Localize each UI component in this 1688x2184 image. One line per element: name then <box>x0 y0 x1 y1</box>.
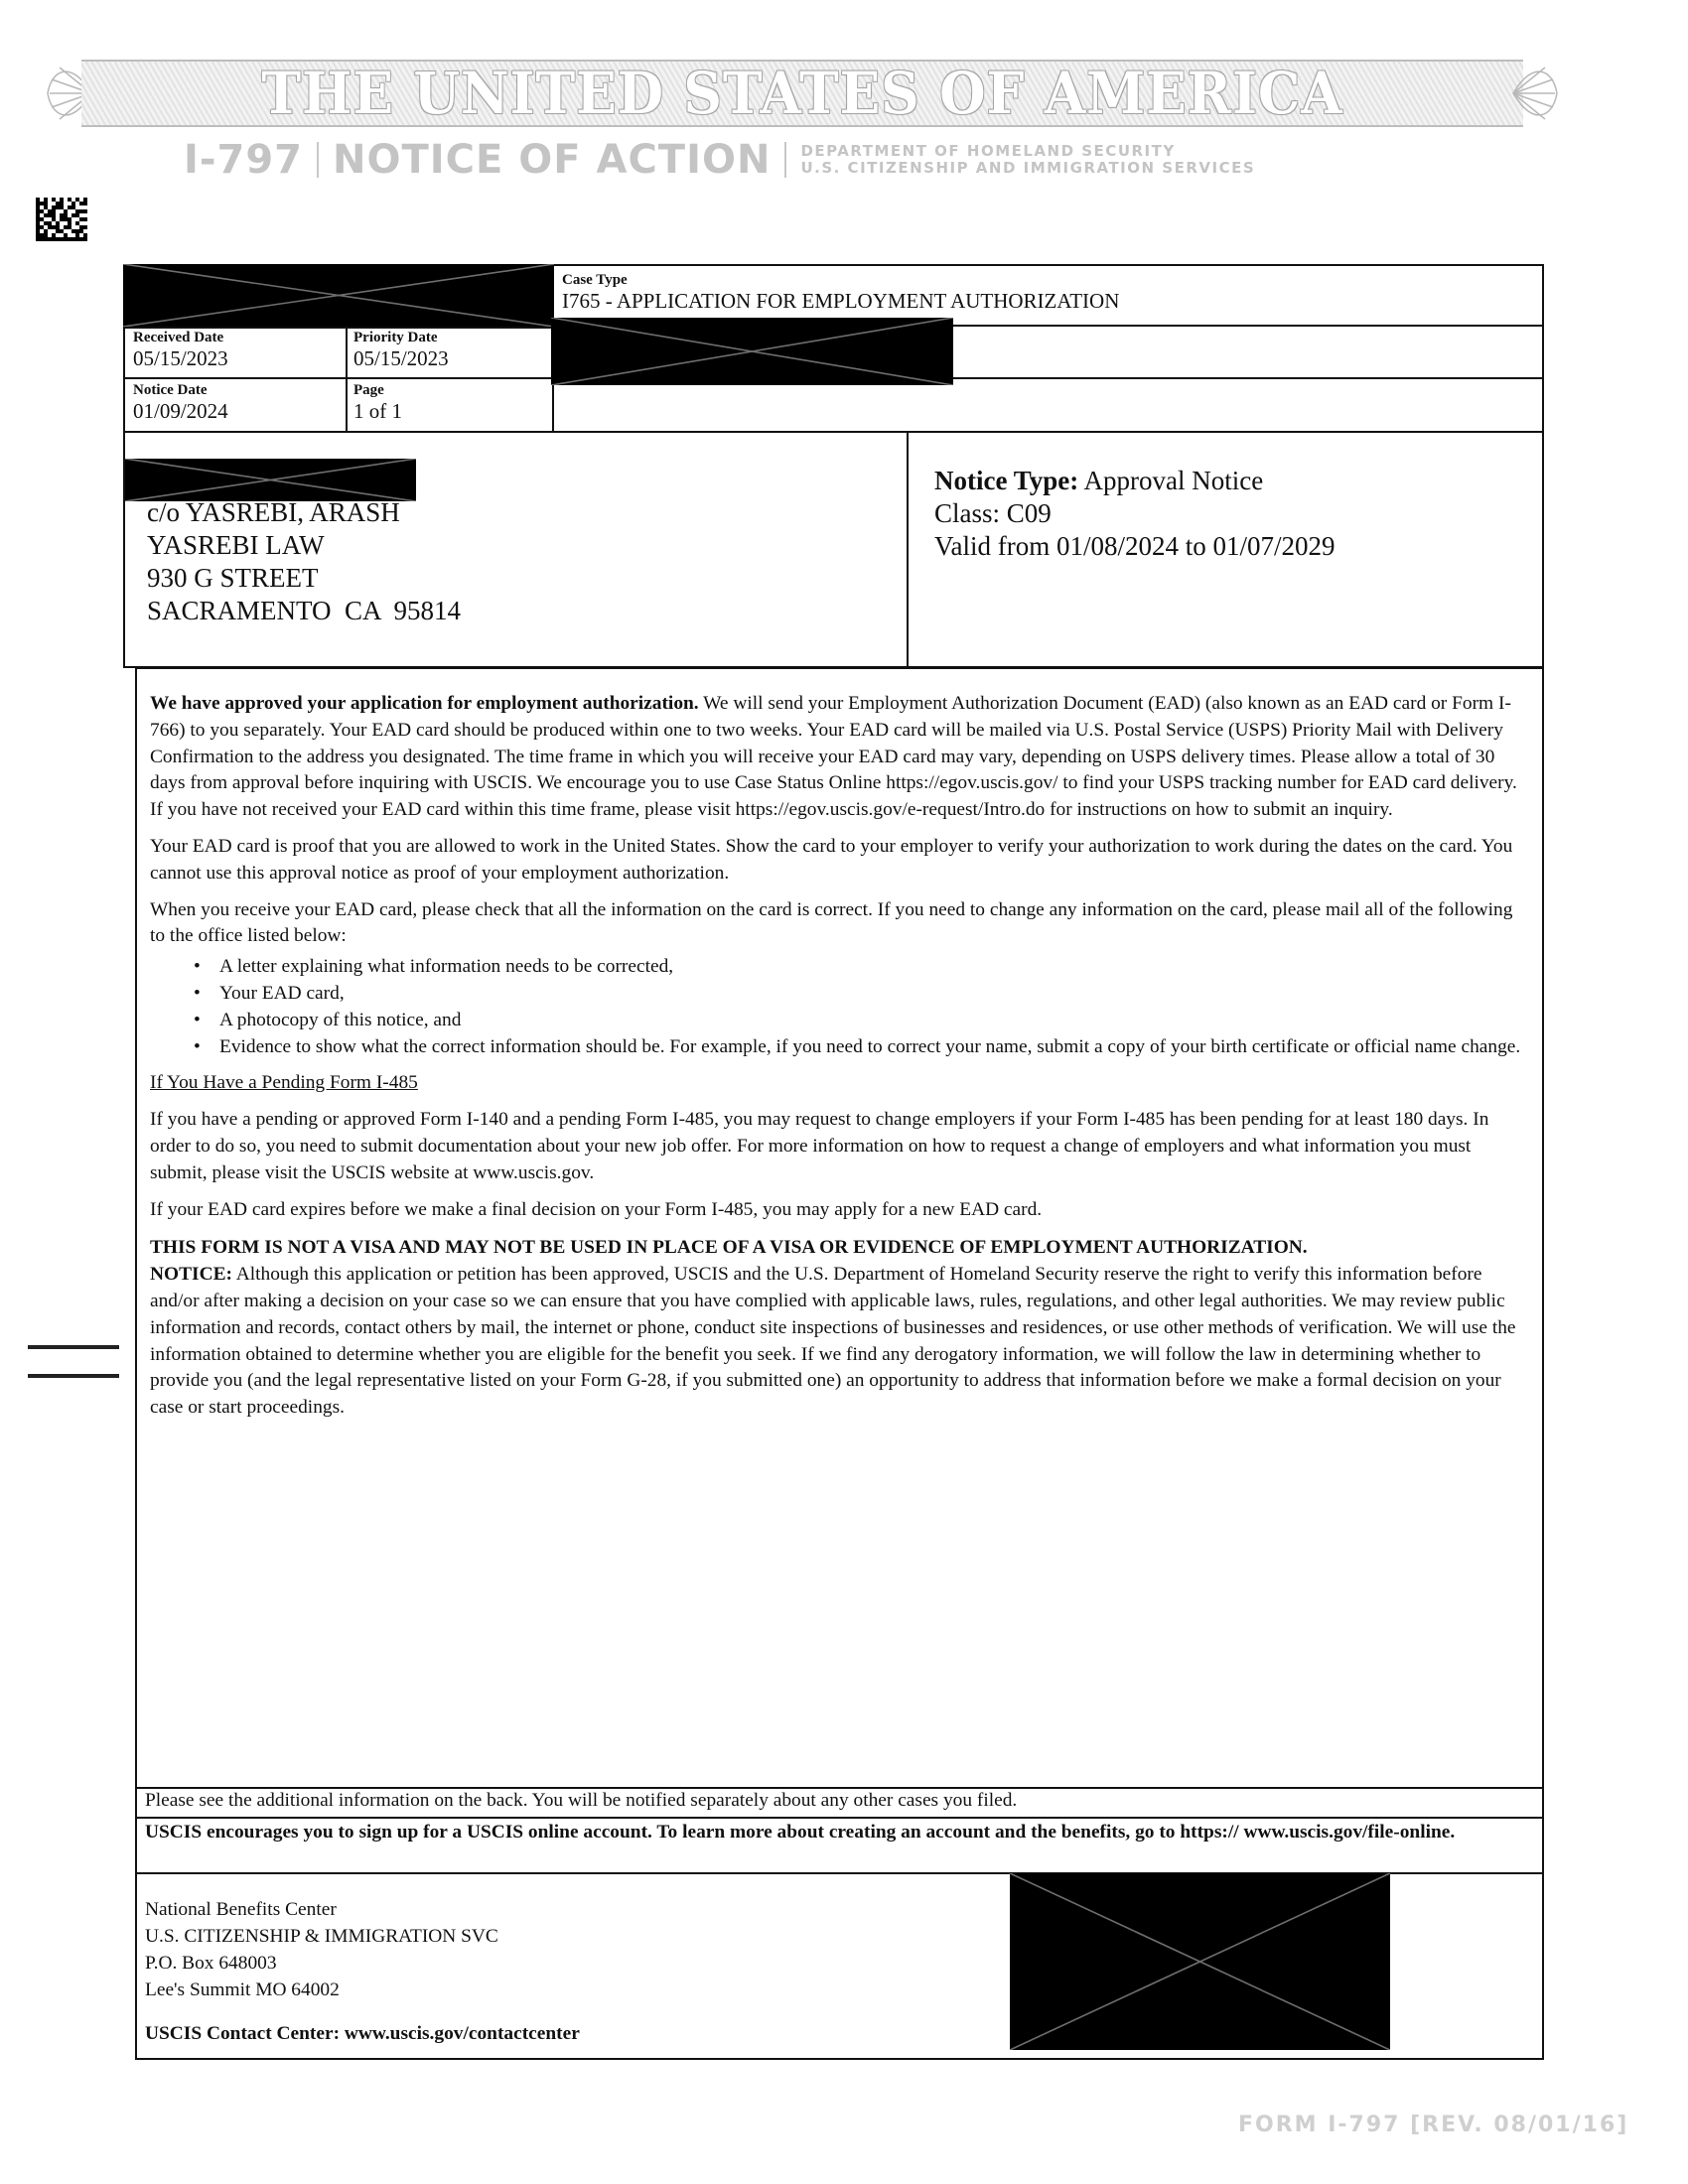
page-value: 1 of 1 <box>353 399 402 423</box>
received-date-value: 05/15/2023 <box>133 346 228 370</box>
office-line: U.S. CITIZENSHIP & IMMIGRATION SVC <box>145 1926 498 1947</box>
received-date-label: Received Date <box>133 330 224 345</box>
paragraph-approval <box>150 691 1530 824</box>
validity-line: Valid from 01/08/2024 to 01/07/2029 <box>934 531 1336 561</box>
divider <box>125 327 552 329</box>
form-title: NOTICE OF ACTION <box>332 137 772 183</box>
visa-warning: THIS FORM IS NOT A VISA AND MAY NOT BE USED IN PLACE OF A VISA OR EVIDENCE OF EMPLOYMENT AUTHORIZATION. <box>150 1237 1308 1259</box>
address-line: 930 G STREET <box>147 563 319 593</box>
approval-lead: We have approved your application for employment authorization. <box>150 693 699 714</box>
page-label: Page <box>353 382 384 398</box>
case-type-value: I765 - APPLICATION FOR EMPLOYMENT AUTHORIZATION <box>562 289 1120 313</box>
divider <box>317 142 319 178</box>
office-line: Lee's Summit MO 64002 <box>145 1979 340 2000</box>
notice-date-label: Notice Date <box>133 382 208 398</box>
divider <box>907 433 909 666</box>
list-item: • Your EAD card, <box>219 981 1530 1008</box>
mailing-address <box>147 496 461 627</box>
office-address <box>145 1896 498 2003</box>
paragraph-notice <box>150 1262 1530 1422</box>
corrections-list <box>150 954 1530 1060</box>
agency-name <box>800 143 1255 177</box>
priority-date-label: Priority Date <box>353 330 438 345</box>
notice-body <box>135 667 1544 1789</box>
notice-type-line <box>934 465 1335 497</box>
banner-title: THE UNITED STATES OF AMERICA <box>261 60 1343 127</box>
header-banner <box>42 50 1563 137</box>
address-line: YASREBI LAW <box>147 530 325 560</box>
divider <box>784 142 786 178</box>
receipt-number-redaction <box>123 264 554 327</box>
case-info-grid <box>123 264 1544 433</box>
address-line: c/o YASREBI, ARASH <box>147 497 400 527</box>
notice-type-block <box>934 465 1335 563</box>
page-cell <box>353 382 402 423</box>
online-account-row: USCIS encourages you to sign up for a USCIS online account. To learn more about creating an account and the benefits, go to https:// www.uscis.gov/file-online. <box>135 1817 1544 1874</box>
i485-heading: If You Have a Pending Form I-485 <box>150 1072 418 1094</box>
priority-date-cell <box>353 330 449 370</box>
notice-date-value: 01/09/2024 <box>133 399 228 423</box>
agency-line-2: U.S. CITIZENSHIP AND IMMIGRATION SERVICES <box>800 159 1256 177</box>
datamatrix-barcode-icon <box>36 197 87 242</box>
list-item: • A photocopy of this notice, and <box>219 1008 1530 1034</box>
notice-text: Although this application or petition has been approved, USCIS and the U.S. Department of Homeland Security reserve the right to verify this information before and/or after making a decision on your case so we can ensure that you have complied with applicable laws, rules, regulations, and other legal authorities. We may review public information and records, contact others by mail, the internet or phone, conduct site inspections of businesses and residences, or use other methods of verification. We will use the information obtained to determine whether you are eligible for the benefit you seek. If we find any derogatory information, we will follow the law in determining whether to provide you (and the legal representative listed on your Form G-28, if you submitted one) an opportunity to address that information before we make a formal decision on your case or start proceedings. <box>150 1264 1516 1419</box>
office-line: National Benefits Center <box>145 1899 337 1920</box>
case-type-label: Case Type <box>562 272 628 288</box>
right-ornament-icon <box>1507 50 1563 137</box>
margin-mark <box>28 1374 119 1378</box>
barcode-redaction <box>1010 1873 1390 2050</box>
address-line: SACRAMENTO CA 95814 <box>147 596 462 625</box>
recipient-name-redaction <box>125 459 416 501</box>
office-address-section <box>135 1872 1544 2060</box>
margin-mark <box>28 1345 119 1349</box>
address-section <box>123 433 1544 668</box>
contact-center-link[interactable]: USCIS Contact Center: www.uscis.gov/contactcenter <box>145 2023 580 2044</box>
office-line: P.O. Box 648003 <box>145 1953 277 1974</box>
divider <box>346 327 348 433</box>
received-date-cell <box>133 330 228 370</box>
beneficiary-redaction <box>551 318 953 385</box>
notice-date-cell <box>133 382 228 423</box>
additional-info-row: Please see the additional information on the back. You will be notified separately about any other cases you filed. <box>135 1787 1544 1819</box>
agency-line-1: DEPARTMENT OF HOMELAND SECURITY <box>800 142 1176 160</box>
class-line: Class: C09 <box>934 498 1052 528</box>
form-revision: FORM I-797 [REV. 08/01/16] <box>1238 2113 1629 2137</box>
notice-type-value: Approval Notice <box>1078 466 1264 495</box>
notice-type-label: Notice Type: <box>934 466 1079 495</box>
notice-body-text <box>150 691 1530 1432</box>
notice-label: NOTICE: <box>150 1264 232 1286</box>
paragraph-i485: If you have a pending or approved Form I-140 and a pending Form I-485, you may request to change employers if your Form I-485 has been pending for at least 180 days. In order to do so, you need to submit documentation about your new job offer. For more information on how to request a change of employers and what information you must submit, please visit the USCIS website at www.uscis.gov. <box>150 1109 1489 1183</box>
paragraph-ead-expiry: If your EAD card expires before we make a final decision on your Form I-485, you may apply for a new EAD card. <box>150 1198 1043 1220</box>
list-item: • Evidence to show what the correct information should be. For example, if you need to correct your name, submit a copy of your birth certificate or official name change. <box>219 1034 1530 1061</box>
case-type-cell <box>562 272 1119 313</box>
form-number: I-797 <box>184 137 303 183</box>
paragraph-corrections: When you receive your EAD card, please check that all the information on the card is correct. If you need to change any information on the card, please mail all of the following to the office listed below: <box>150 898 1513 947</box>
list-item: • A letter explaining what information needs to be corrected, <box>219 954 1530 981</box>
approval-text: We will send your Employment Authorization Document (EAD) (also known as an EAD card or Form I-766) to you separately. Your EAD card should be produced within one to two weeks. Your EAD card will be mailed via U.S. Postal Service (USPS) Priority Mail with Delivery Confirmation to the address you designated. The time frame in which you will receive your EAD card may vary, depending on USPS delivery times. Please allow a total of 30 days from approval before inquiring with USCIS. We encourage you to use Case Status Online https://egov.uscis.gov/ to find your USPS tracking number for EAD card delivery. If you have not received your EAD card within this time frame, please visit https://egov.uscis.gov/e-request/Intro.do for instructions on how to submit an inquiry. <box>150 693 1517 821</box>
paragraph-proof: Your EAD card is proof that you are allowed to work in the United States. Show the card to your employer to verify your authorization to work during the dates on the card. You cannot use this approval notice as proof of your employment authorization. <box>150 835 1513 884</box>
priority-date-value: 05/15/2023 <box>353 346 449 370</box>
form-title-line <box>184 135 1255 185</box>
